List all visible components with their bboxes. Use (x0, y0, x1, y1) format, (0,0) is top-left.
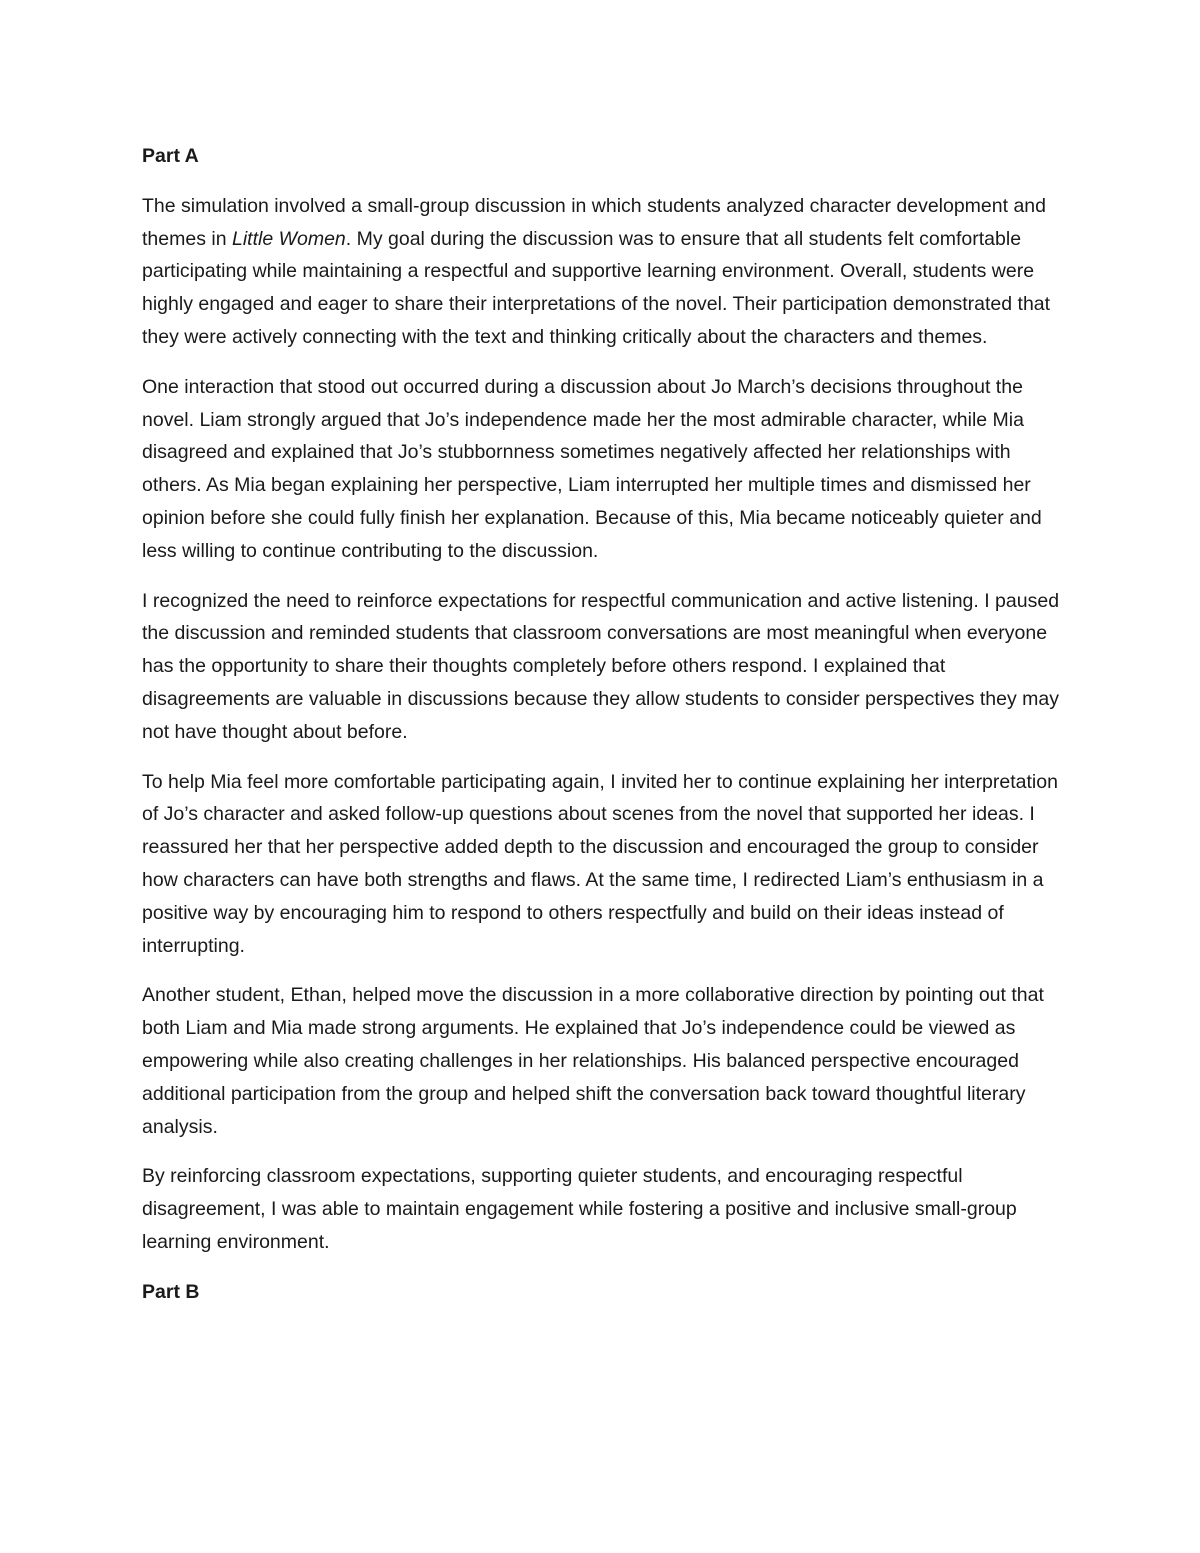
novel-title: Little Women (231, 227, 346, 250)
part-a-paragraph-3: I recognized the need to reinforce expectations for respectful communication and active listening. I paused the discussion and reminded students that classroom conversations are most meaningful when everyone has the opportunity to share their thoughts completely before others respond. I explained that disagreements are valuable in discussions because they allow students to consider perspectives they may not have thought about before. (142, 589, 1060, 743)
part-a-paragraph-1 (142, 190, 1062, 354)
part-a-paragraph-5: Another student, Ethan, helped move the discussion in a more collaborative direction by pointing out that both Liam and Mia made strong arguments. He explained that Jo’s independence could be viewed as empowering while also creating challenges in her relationships. His balanced perspective encouraged additional participation from the group and helped shift the conversation back toward thoughtful literary analysis. (142, 984, 1044, 1138)
part-a-paragraph-6: By reinforcing classroom expectations, supporting quieter students, and encouraging respectful disagreement, I was able to maintain engagement while fostering a positive and inclusive small-group learning environment. (142, 1165, 1017, 1253)
part-b-heading: Part B (142, 1280, 200, 1303)
document-page (142, 140, 1062, 1326)
part-a-paragraph-4: To help Mia feel more comfortable participating again, I invited her to continue explaining her interpretation of Jo’s character and asked follow-up questions about scenes from the novel that supported her ideas. I reassured her that her perspective added depth to the discussion and encouraged the group to consider how characters can have both strengths and flaws. At the same time, I redirected Liam’s enthusiasm in a positive way by encouraging him to respond to others respectfully and build on their ideas instead of interrupting. (142, 770, 1058, 957)
paragraph-1-text-after: . My goal during the discussion was to ensure that all students felt comfortable participating while maintaining a respectful and supportive learning environment. Overall, students were highly engaged and eager to share their interpretations of the novel. Their participation demonstrated that they were actively connecting with the text and thinking critically about the characters and themes. (142, 227, 1051, 348)
part-a-paragraph-2: One interaction that stood out occurred during a discussion about Jo March’s decisions throughout the novel. Liam strongly argued that Jo’s independence made her the most admirable character, while Mia disagreed and explained that Jo’s stubbornness sometimes negatively affected her relationships with others. As Mia began explaining her perspective, Liam interrupted her multiple times and dismissed her opinion before she could fully finish her explanation. Because of this, Mia became noticeably quieter and less willing to continue contributing to the discussion. (142, 375, 1042, 562)
paragraph-1-text-before: The simulation involved a small-group discussion in which students analyzed character development and themes in (142, 194, 1046, 250)
part-a-heading: Part A (142, 145, 199, 167)
